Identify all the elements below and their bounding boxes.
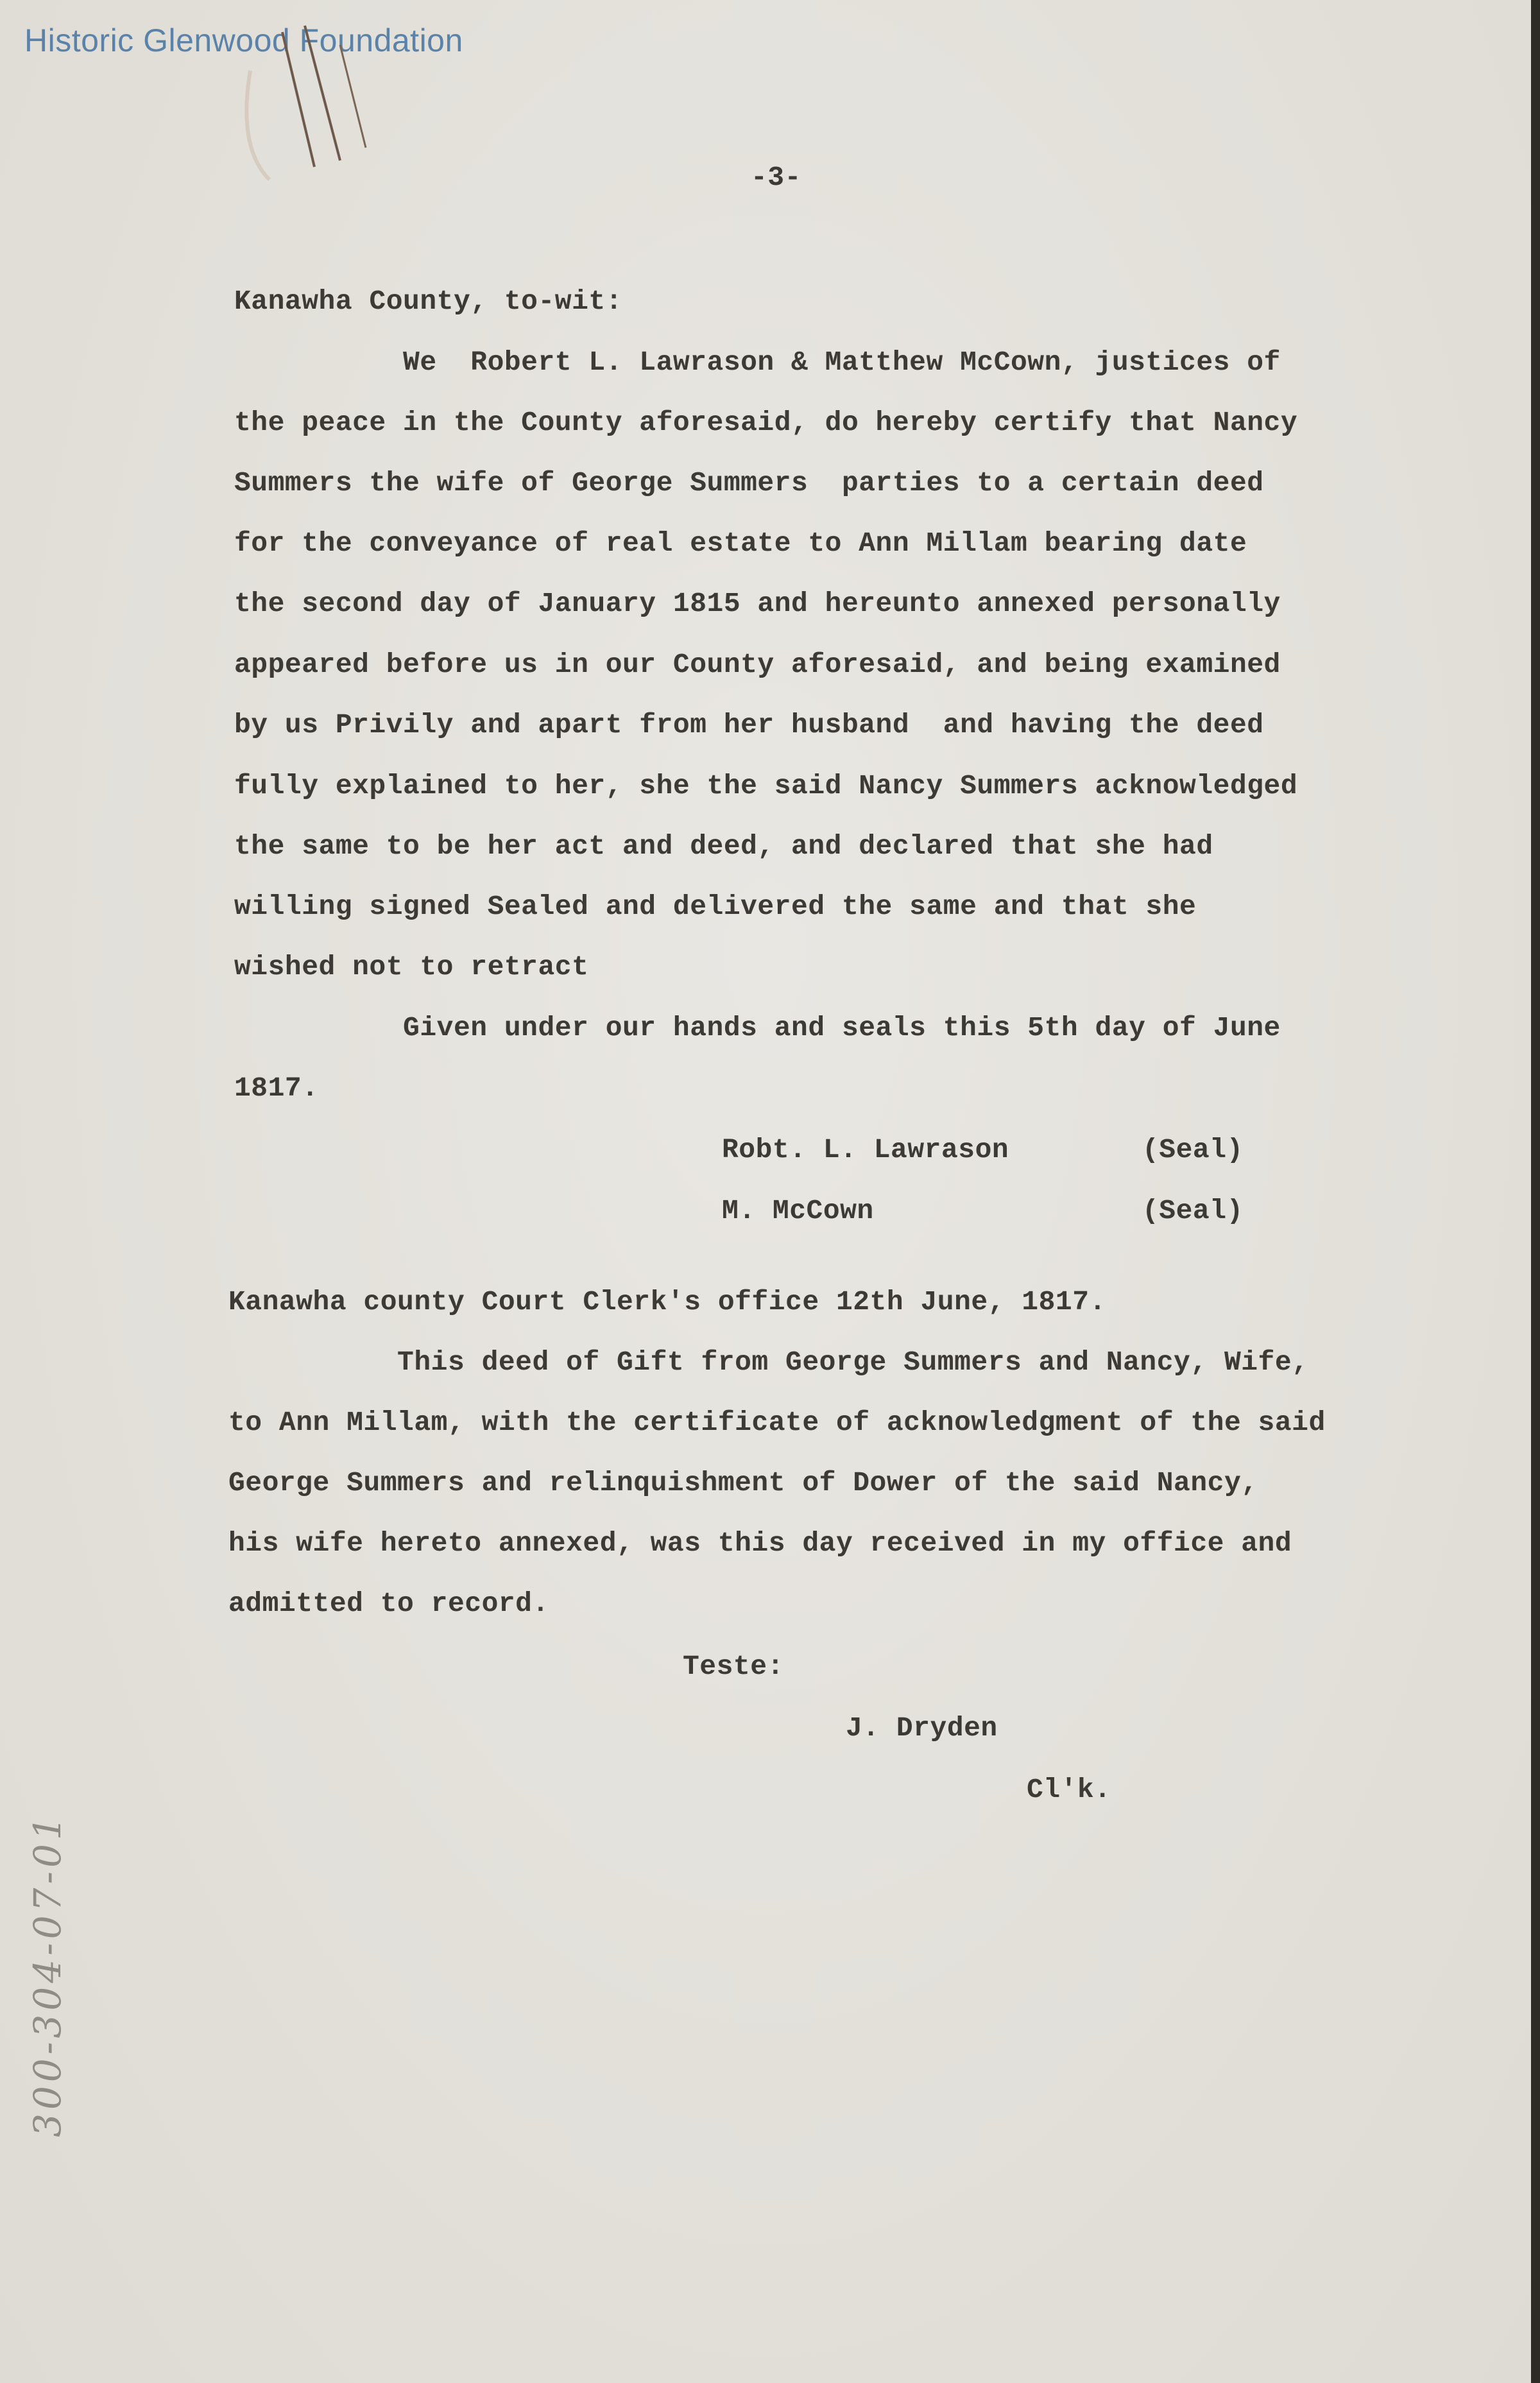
signature-seal: (Seal) [1142,1134,1244,1166]
pencil-marks-icon [244,19,385,186]
certificate-line: We Robert L. Lawrason & Matthew McCown, justices of [234,347,1281,378]
clerk-title: Cl'k. [1027,1774,1111,1805]
teste-label: Teste: [683,1651,784,1682]
certificate-line: by us Privily and apart from her husband and having the deed [234,709,1264,741]
certificate-line: willing signed Sealed and delivered the same and that she [234,891,1197,922]
scan-edge [1531,0,1540,2383]
clerk-heading: Kanawha county Court Clerk's office 12th June, 1817. [228,1286,1106,1318]
certificate-line: the second day of January 1815 and hereunto annexed personally [234,588,1281,619]
signature-seal: (Seal) [1142,1195,1244,1226]
clerk-line: George Summers and relinquishment of Dower of the said Nancy, [228,1467,1258,1499]
certificate-line: the same to be her act and deed, and declared that she had [234,830,1213,862]
certificate-line: Summers the wife of George Summers parties to a certain deed [234,467,1264,499]
page-number: -3- [751,162,801,193]
given-line: 1817. [234,1072,319,1104]
certificate-line: appeared before us in our County aforesaid, and being examined [234,649,1281,680]
county-heading: Kanawha County, to-wit: [234,286,622,317]
certificate-line: wished not to retract [234,951,589,983]
clerk-line: his wife hereto annexed, was this day received in my office and [228,1527,1292,1559]
clerk-line: This deed of Gift from George Summers and Nancy, Wife, [228,1346,1309,1378]
archive-watermark: Historic Glenwood Foundation [24,22,463,58]
signature-name: Robt. L. Lawrason [722,1134,1009,1166]
signature-name: M. McCown [722,1195,874,1226]
certificate-line: for the conveyance of real estate to Ann Millam bearing date [234,528,1247,559]
clerk-line: admitted to record. [228,1588,549,1619]
clerk-line: to Ann Millam, with the certificate of acknowledgment of the said [228,1407,1326,1438]
handwritten-catalog-number: 300-304-07-01 [26,1812,69,2137]
clerk-name: J. Dryden [846,1712,998,1744]
given-line: Given under our hands and seals this 5th day of June [234,1012,1281,1044]
certificate-line: the peace in the County aforesaid, do hereby certify that Nancy [234,407,1298,438]
certificate-line: fully explained to her, she the said Nancy Summers acknowledged [234,770,1298,802]
